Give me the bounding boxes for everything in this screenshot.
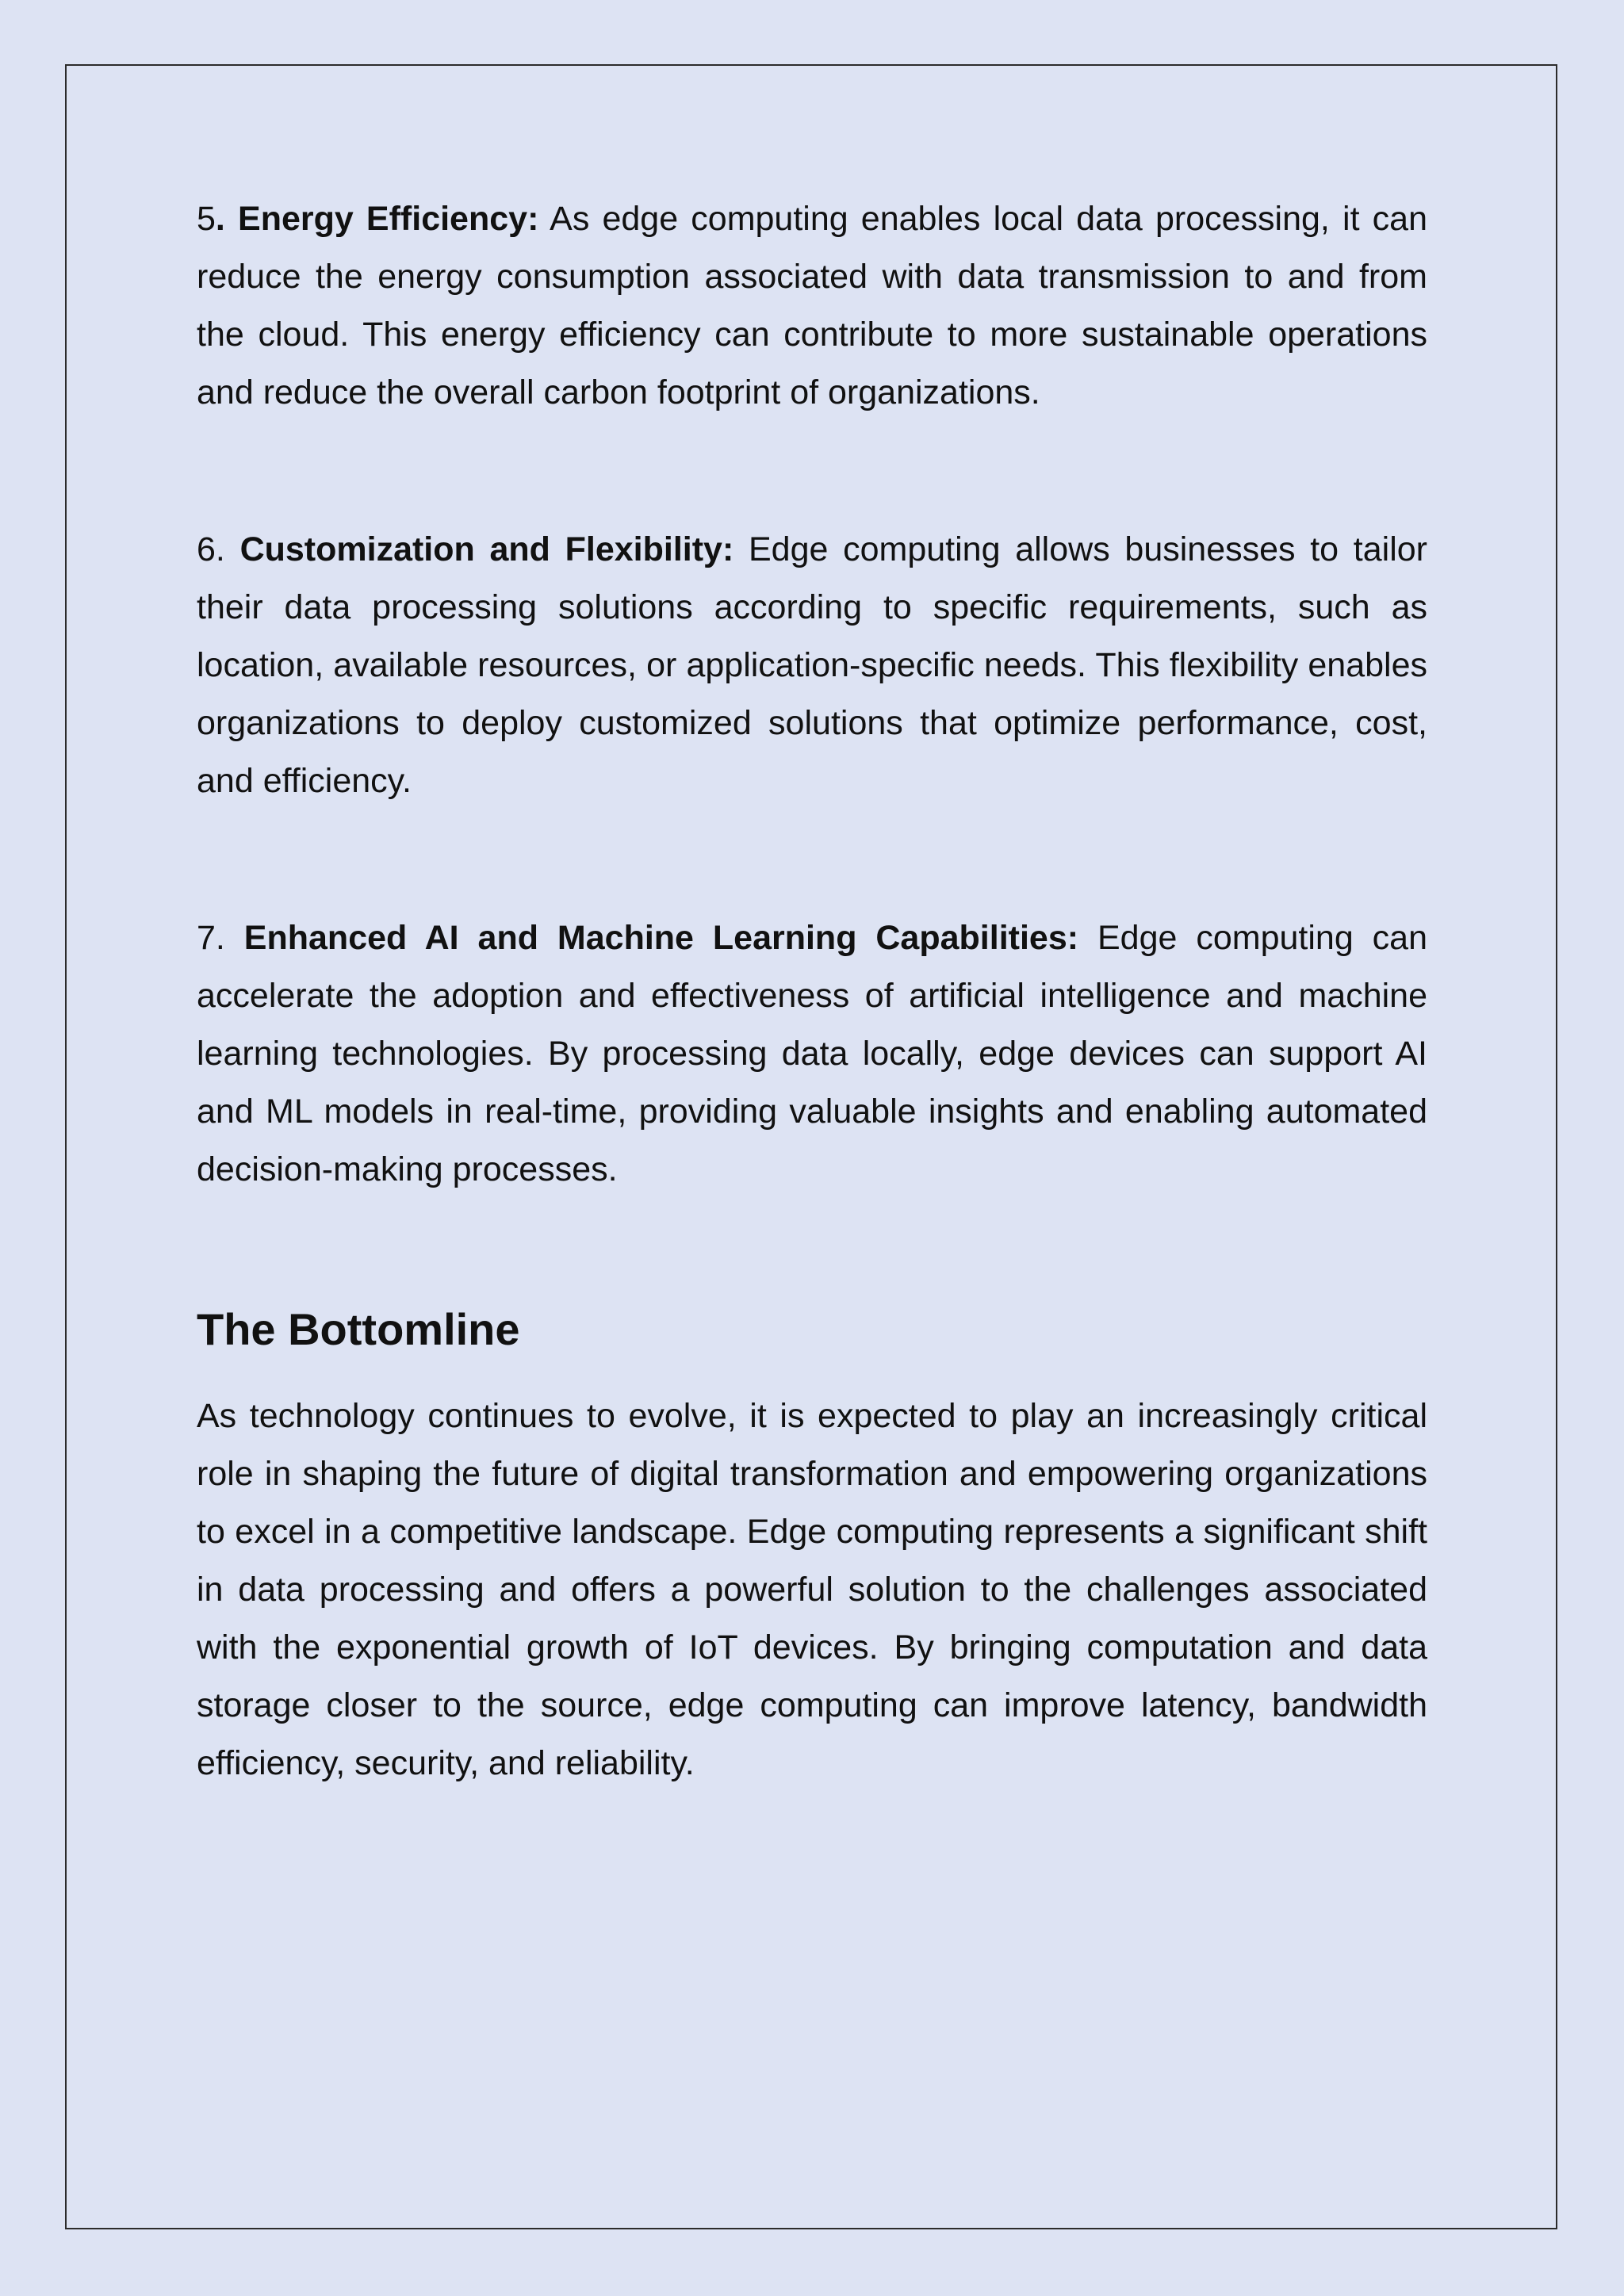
item-body: Edge computing can accelerate the adoption and effectiveness of artificial intelligence and machine learning technologies. By processing data locally, edge devices can support AI and ML models in real-time, providing valuable insights and enabling automated decision-making processes. bbox=[197, 919, 1427, 1188]
item-separator: . bbox=[215, 530, 240, 568]
item-body: Edge computing allows businesses to tailor their data processing solutions according to specific requirements, such as location, available resources, or application-specific needs. This flexibility enables organizations to deploy customized solutions that optimize performance, cost, and efficiency. bbox=[197, 530, 1427, 800]
list-item-energy-efficiency bbox=[197, 190, 1427, 422]
item-number: 7 bbox=[197, 919, 216, 957]
item-title: Enhanced AI and Machine Learning Capabilities: bbox=[243, 919, 1079, 957]
list-item-customization-flexibility bbox=[197, 521, 1427, 810]
item-separator: . bbox=[215, 919, 244, 957]
item-body: As edge computing enables local data processing, it can reduce the energy consumption associated with data transmission to and from the cloud. This energy efficiency can contribute to more sustainable operations and reduce the overall carbon footprint of organizations. bbox=[197, 200, 1427, 411]
item-number: 6 bbox=[197, 530, 216, 568]
item-title: Customization and Flexibility: bbox=[239, 530, 734, 568]
bottomline-paragraph: As technology continues to evolve, it is expected to play an increasingly critical role in shaping the future of digital transformation and empowering organizations to excel in a competitive landscape. Edge computing represents a significant shift in data processing and offers a powerful solution to the challenges associated with the exponential growth of IoT devices. By bringing computation and data storage closer to the source, edge computing can improve latency, bandwidth efficiency, security, and reliability. bbox=[197, 1397, 1427, 1782]
item-title: Energy Efficiency: bbox=[238, 200, 539, 238]
section-heading-bottomline: The Bottomline bbox=[197, 1304, 520, 1354]
list-item-enhanced-ai-ml bbox=[197, 909, 1427, 1199]
document-content bbox=[197, 190, 1427, 1793]
item-number: 5 bbox=[197, 200, 216, 238]
item-separator: . bbox=[215, 200, 239, 238]
